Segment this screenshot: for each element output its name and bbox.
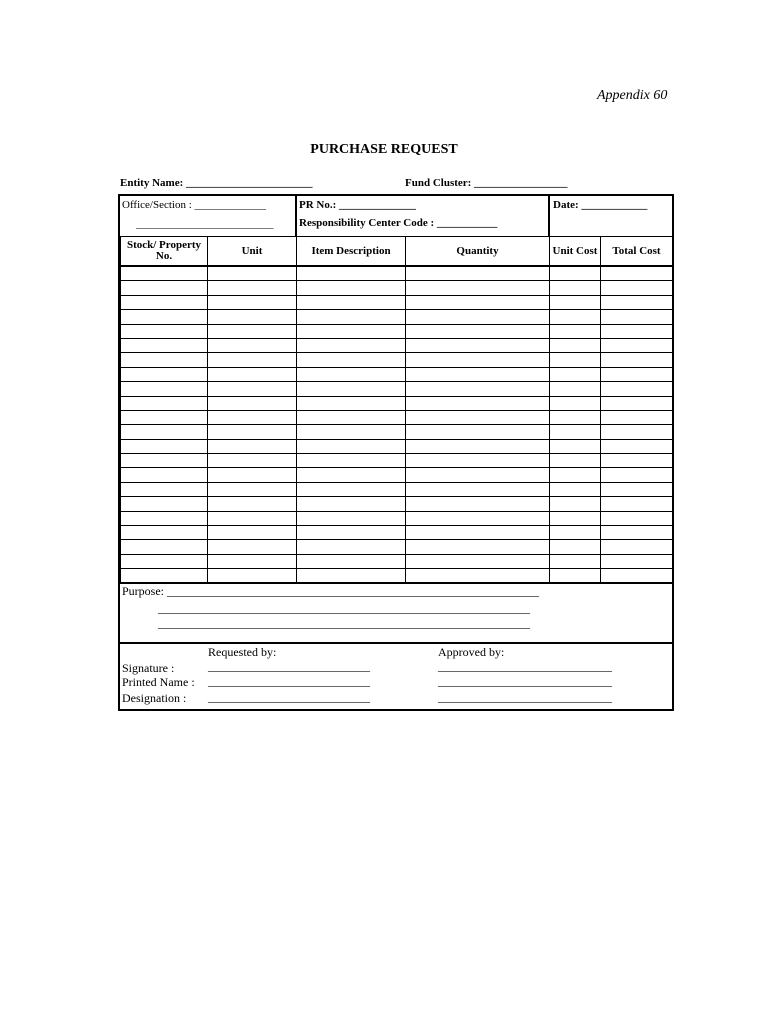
table-row [121,266,673,281]
table-cell [208,367,297,381]
table-cell [601,540,673,554]
table-cell [550,511,601,525]
table-cell [121,554,208,568]
table-cell [121,382,208,396]
table-cell [297,569,406,583]
table-cell [601,454,673,468]
table-row [121,310,673,324]
table-cell [297,439,406,453]
purpose-field: Purpose: ______________________________________________________________ [122,584,539,598]
table-cell [121,540,208,554]
column-header: Total Cost [601,237,673,267]
table-cell [550,454,601,468]
table-cell [121,511,208,525]
table-cell [121,353,208,367]
table-cell [121,497,208,511]
column-header: Unit Cost [550,237,601,267]
table-cell [601,526,673,540]
table-cell [208,526,297,540]
table-cell [406,410,550,424]
table-cell [601,266,673,281]
table-cell [208,396,297,410]
table-cell [550,526,601,540]
table-cell [550,410,601,424]
table-cell [550,482,601,496]
table-cell [601,482,673,496]
table-cell [208,511,297,525]
table-cell [550,382,601,396]
table-cell [121,468,208,482]
table-cell [550,338,601,352]
table-cell [208,454,297,468]
table-cell [297,353,406,367]
table-row [121,295,673,309]
table-cell [550,367,601,381]
table-cell [121,526,208,540]
table-cell [208,310,297,324]
table-cell [297,554,406,568]
printed-name-line: _____________________________ [438,674,612,688]
purchase-request-form [118,194,674,711]
entity-name-field: Entity Name: _______________________ [120,177,313,189]
table-cell [406,367,550,381]
table-row [121,569,673,583]
table-cell [121,338,208,352]
table-cell [601,396,673,410]
table-cell [297,281,406,295]
table-cell [297,338,406,352]
purpose-line: ______________________________________________________________ [158,616,530,630]
appendix-label: Appendix 60 [597,88,668,103]
table-row [121,511,673,525]
table-cell [121,281,208,295]
table-cell [406,353,550,367]
table-cell [297,497,406,511]
table-cell [121,266,208,281]
table-cell [121,454,208,468]
date-field: Date: ____________ [553,199,648,211]
table-row [121,468,673,482]
table-cell [297,482,406,496]
table-cell [406,482,550,496]
designation-label: Designation : [122,691,187,705]
table-cell [601,324,673,338]
table-cell [406,396,550,410]
table-cell [208,338,297,352]
office-section-line: _________________________ [136,218,274,230]
table-cell [406,439,550,453]
table-cell [550,540,601,554]
signature-divider [120,642,672,644]
signature-line: _____________________________ [438,659,612,673]
header-divider [295,196,297,236]
table-cell [550,266,601,281]
requested-by-label: Requested by: [208,645,277,659]
table-cell [601,569,673,583]
designation-line: ___________________________ [208,690,370,704]
table-cell [297,511,406,525]
table-row [121,482,673,496]
table-row [121,497,673,511]
table-cell [550,281,601,295]
table-cell [550,396,601,410]
table-cell [121,482,208,496]
table-cell [406,324,550,338]
table-cell [406,310,550,324]
table-cell [208,266,297,281]
table-cell [208,439,297,453]
table-cell [208,382,297,396]
table-cell [297,310,406,324]
table-row [121,439,673,453]
table-cell [208,281,297,295]
column-header: Item Description [297,237,406,267]
table-row [121,396,673,410]
table-cell [208,324,297,338]
approved-by-label: Approved by: [438,645,505,659]
table-row [121,353,673,367]
pr-number-field: PR No.: ______________ [299,199,417,211]
table-cell [297,367,406,381]
table-cell [601,338,673,352]
table-row [121,540,673,554]
table-cell [406,569,550,583]
items-table [120,236,673,584]
header-divider [548,196,550,236]
table-cell [601,554,673,568]
table-cell [121,295,208,309]
fund-cluster-field: Fund Cluster: _________________ [405,177,568,189]
signature-label: Signature : [122,661,175,675]
table-cell [208,482,297,496]
table-cell [601,367,673,381]
table-cell [297,526,406,540]
table-cell [406,511,550,525]
table-cell [601,439,673,453]
office-section-field: Office/Section : _____________ [122,199,266,211]
table-cell [297,295,406,309]
table-cell [601,295,673,309]
items-header-row [121,237,673,267]
table-cell [601,425,673,439]
table-cell [550,554,601,568]
table-cell [406,425,550,439]
table-cell [208,468,297,482]
table-cell [297,425,406,439]
table-cell [550,324,601,338]
table-cell [121,310,208,324]
table-cell [406,526,550,540]
table-cell [121,569,208,583]
table-cell [601,468,673,482]
printed-name-label: Printed Name : [122,675,195,689]
table-cell [601,281,673,295]
table-cell [601,497,673,511]
table-cell [406,540,550,554]
column-header: Quantity [406,237,550,267]
table-row [121,324,673,338]
table-cell [297,468,406,482]
table-cell [297,454,406,468]
table-cell [121,410,208,424]
table-cell [550,468,601,482]
form-title: PURCHASE REQUEST [310,142,458,157]
table-cell [406,338,550,352]
table-cell [208,497,297,511]
table-row [121,281,673,295]
table-cell [601,410,673,424]
table-cell [601,310,673,324]
table-cell [406,266,550,281]
table-cell [208,540,297,554]
table-row [121,425,673,439]
table-cell [550,425,601,439]
table-cell [550,439,601,453]
table-cell [550,497,601,511]
table-row [121,367,673,381]
table-cell [550,353,601,367]
table-cell [297,382,406,396]
signature-line: ___________________________ [208,659,370,673]
table-cell [550,569,601,583]
table-cell [297,396,406,410]
table-row [121,410,673,424]
table-cell [601,353,673,367]
table-row [121,338,673,352]
table-cell [406,468,550,482]
table-cell [297,540,406,554]
table-cell [121,324,208,338]
table-cell [121,425,208,439]
table-cell [297,324,406,338]
table-cell [550,310,601,324]
purpose-line: ______________________________________________________________ [158,601,530,615]
designation-line: _____________________________ [438,690,612,704]
table-cell [406,554,550,568]
table-cell [406,281,550,295]
table-cell [297,266,406,281]
table-cell [208,295,297,309]
responsibility-center-field: Responsibility Center Code : ___________ [299,217,498,229]
printed-name-line: ___________________________ [208,674,370,688]
table-cell [208,410,297,424]
table-row [121,526,673,540]
table-cell [297,410,406,424]
table-cell [121,439,208,453]
column-header: Unit [208,237,297,267]
table-cell [208,569,297,583]
table-row [121,554,673,568]
table-row [121,454,673,468]
table-cell [208,554,297,568]
table-cell [208,353,297,367]
column-header: Stock/ Property No. [121,237,208,267]
table-cell [406,497,550,511]
table-cell [406,295,550,309]
table-cell [406,454,550,468]
table-row [121,382,673,396]
table-cell [121,367,208,381]
table-cell [406,382,550,396]
table-cell [550,295,601,309]
table-cell [208,425,297,439]
table-cell [601,382,673,396]
table-cell [121,396,208,410]
table-cell [601,511,673,525]
